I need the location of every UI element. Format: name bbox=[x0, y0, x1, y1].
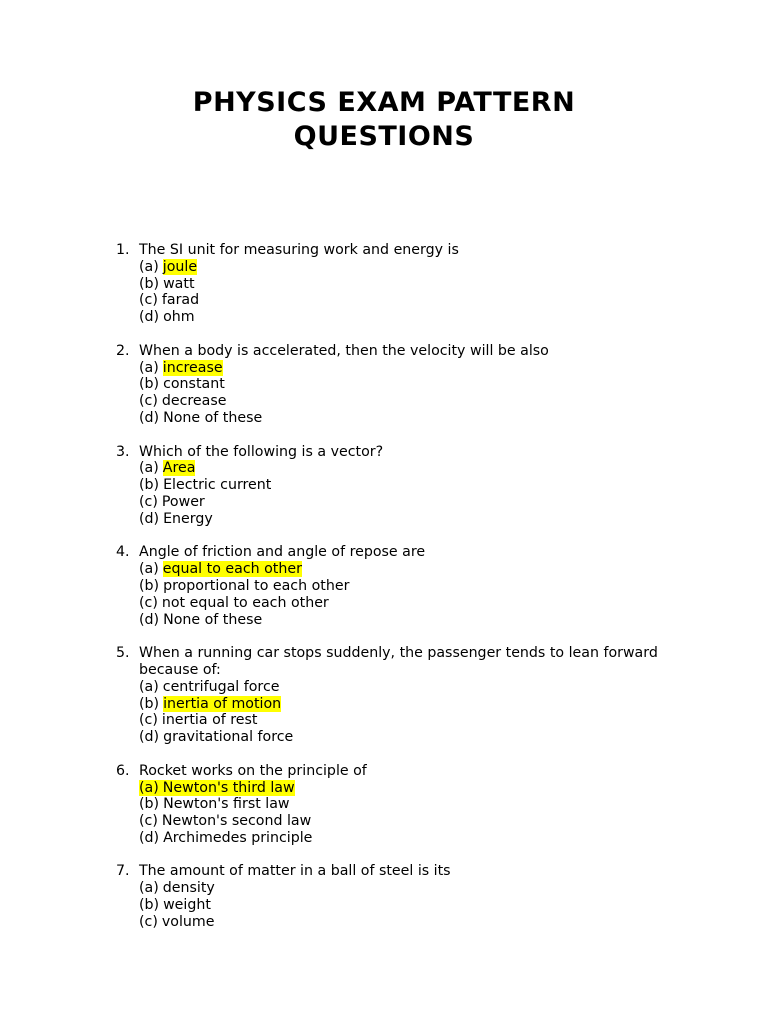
option-text: farad bbox=[161, 292, 200, 309]
answer-option bbox=[139, 914, 716, 931]
question-number: 1. bbox=[116, 242, 130, 258]
answer-option bbox=[139, 679, 716, 696]
answer-option bbox=[139, 376, 716, 393]
option-label: (d) bbox=[139, 510, 160, 527]
option-label: (b) bbox=[139, 796, 160, 813]
option-label: (d) bbox=[139, 611, 160, 628]
answer-option bbox=[139, 578, 716, 595]
question-number: 3. bbox=[116, 443, 130, 460]
question-item bbox=[116, 544, 716, 628]
option-label: (c) bbox=[139, 292, 158, 309]
question-text: The amount of matter in a ball of steel is its bbox=[139, 863, 451, 880]
answer-option bbox=[139, 830, 716, 847]
answer-option bbox=[139, 393, 716, 410]
answer-option bbox=[139, 897, 716, 914]
highlighted-answer: equal to each other bbox=[162, 561, 302, 578]
title-line-2: QUESTIONS bbox=[293, 121, 475, 152]
option-label: (c) bbox=[139, 594, 158, 611]
option-text: Newton's third law bbox=[162, 779, 295, 796]
question-number: 5. bbox=[116, 645, 130, 662]
option-label: (b) bbox=[139, 477, 160, 494]
question-item bbox=[116, 343, 716, 427]
question-item bbox=[116, 763, 716, 847]
option-label: (c) bbox=[139, 493, 158, 510]
highlighted-answer: increase bbox=[162, 359, 223, 376]
option-label: (d) bbox=[139, 729, 160, 746]
option-label: (c) bbox=[139, 813, 158, 830]
answer-option bbox=[139, 612, 716, 629]
highlighted-answer: joule bbox=[162, 258, 198, 275]
option-label: (a) bbox=[139, 678, 159, 695]
question-item bbox=[116, 444, 716, 528]
option-text: Newton's second law bbox=[161, 813, 312, 830]
question-number: 4. bbox=[116, 544, 130, 561]
answer-option bbox=[139, 460, 716, 477]
option-label: (b) bbox=[139, 376, 160, 393]
option-text: volume bbox=[161, 913, 215, 930]
option-text: Energy bbox=[163, 510, 213, 527]
answer-option bbox=[139, 696, 716, 713]
answer-option bbox=[139, 494, 716, 511]
option-text: centrifugal force bbox=[162, 678, 280, 695]
answer-option bbox=[139, 712, 716, 729]
option-label: (a) bbox=[139, 258, 159, 275]
option-label: (c) bbox=[139, 393, 158, 410]
option-text: Archimedes principle bbox=[163, 829, 313, 846]
option-text: None of these bbox=[163, 409, 263, 426]
option-label: (b) bbox=[139, 695, 160, 712]
question-number: 6. bbox=[116, 762, 130, 779]
option-text: ohm bbox=[163, 309, 195, 326]
highlighted-answer: Area bbox=[162, 460, 196, 477]
highlighted-answer bbox=[139, 780, 295, 796]
option-text: Electric current bbox=[163, 477, 272, 494]
question-text: Which of the following is a vector? bbox=[139, 443, 384, 460]
question-text: When a body is accelerated, then the velocity will be also bbox=[139, 342, 549, 359]
answer-option bbox=[139, 276, 716, 293]
option-label: (b) bbox=[139, 897, 160, 914]
option-label: (b) bbox=[139, 577, 160, 594]
option-text: None of these bbox=[163, 611, 263, 628]
option-label: (d) bbox=[139, 829, 160, 846]
option-text: constant bbox=[163, 376, 225, 393]
option-text: Power bbox=[161, 493, 205, 510]
highlighted-answer: inertia of motion bbox=[163, 695, 282, 712]
option-label: (a) bbox=[139, 880, 159, 897]
question-number: 2. bbox=[116, 342, 130, 359]
option-label: (a) bbox=[139, 359, 159, 376]
question-item bbox=[116, 242, 716, 326]
question-text: When a running car stops suddenly, the passenger tends to lean forward because of: bbox=[139, 645, 658, 678]
answer-option bbox=[139, 813, 716, 830]
answer-option bbox=[139, 729, 716, 746]
title-line-1: PHYSICS EXAM PATTERN bbox=[192, 87, 576, 118]
option-text: weight bbox=[163, 897, 211, 914]
option-label: (a) bbox=[139, 779, 159, 796]
question-list bbox=[116, 242, 716, 947]
answer-option bbox=[139, 309, 716, 326]
option-text: inertia of rest bbox=[161, 712, 258, 729]
option-text: proportional to each other bbox=[163, 577, 350, 594]
answer-option bbox=[139, 796, 716, 813]
answer-option bbox=[139, 259, 716, 276]
answer-option bbox=[139, 477, 716, 494]
answer-option bbox=[139, 880, 716, 897]
option-text: decrease bbox=[161, 393, 227, 410]
option-label: (d) bbox=[139, 409, 160, 426]
question-number: 7. bbox=[116, 863, 130, 880]
document-title bbox=[0, 86, 768, 154]
answer-option bbox=[139, 360, 716, 377]
option-text: not equal to each other bbox=[161, 594, 329, 611]
option-label: (b) bbox=[139, 275, 160, 292]
option-label: (c) bbox=[139, 913, 158, 930]
question-text: Angle of friction and angle of repose are bbox=[139, 544, 426, 561]
answer-option bbox=[139, 561, 716, 578]
question-item bbox=[116, 863, 716, 930]
option-text: gravitational force bbox=[163, 729, 294, 746]
answer-option bbox=[139, 780, 716, 797]
question-item bbox=[116, 645, 716, 746]
option-label: (a) bbox=[139, 561, 159, 578]
answer-option bbox=[139, 292, 716, 309]
option-label: (c) bbox=[139, 712, 158, 729]
option-text: Newton's first law bbox=[163, 796, 290, 813]
answer-option bbox=[139, 511, 716, 528]
question-text: The SI unit for measuring work and energy is bbox=[139, 242, 459, 258]
option-label: (d) bbox=[139, 309, 160, 326]
question-text: Rocket works on the principle of bbox=[139, 762, 367, 779]
option-text: density bbox=[162, 880, 215, 897]
answer-option bbox=[139, 410, 716, 427]
answer-option bbox=[139, 595, 716, 612]
option-text: watt bbox=[163, 275, 195, 292]
option-label: (a) bbox=[139, 460, 159, 477]
